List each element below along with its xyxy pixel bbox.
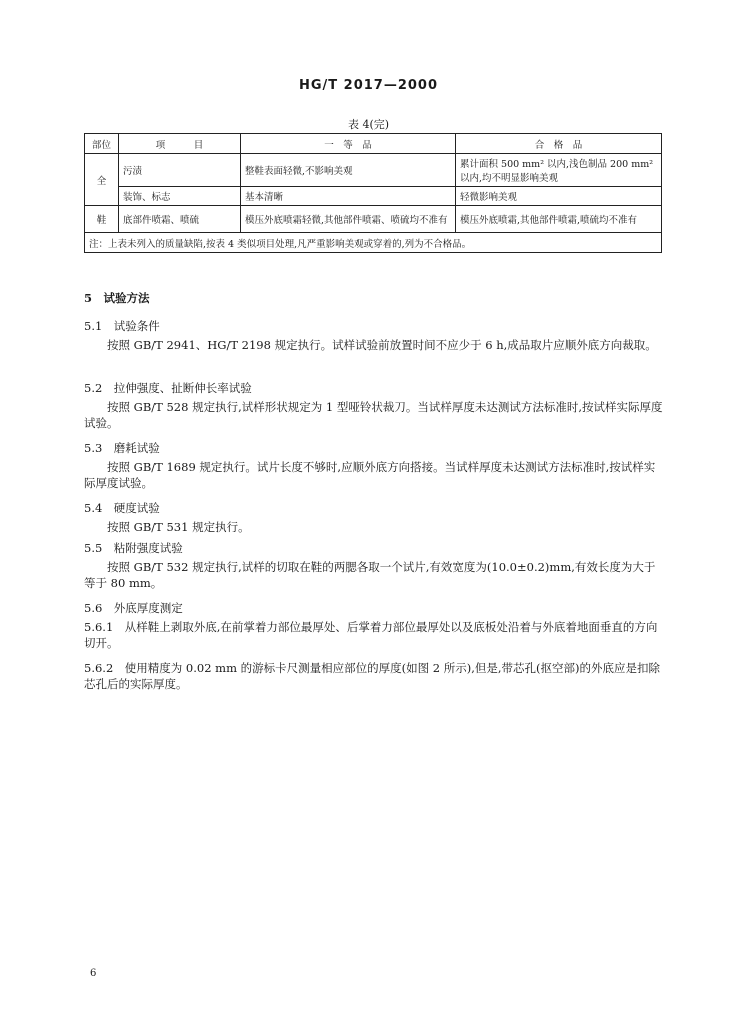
- page-number: 6: [90, 968, 97, 979]
- paragraph: 5.6.2 使用精度为 0.02 mm 的游标卡尺测量相应部位的厚度(如图 2 所示),但是,带芯孔(抠空部)的外底应是扣除芯孔后的实际厚度。: [84, 661, 661, 691]
- first-grade-cell: 整鞋表面轻微,不影响美观: [241, 154, 456, 187]
- paragraph: 5.6.1 从样鞋上剥取外底,在前掌着力部位最厚处、后掌着力部位最厚处以及底板处沿着与外底着地面垂直的方向切开。: [84, 620, 658, 650]
- table-note: 注：上表未列入的质量缺陷,按表 4 类似项目处理,凡严重影响美观或穿着的,列为不合格品。: [85, 233, 662, 253]
- section-heading: 5 试验方法: [84, 291, 150, 305]
- qualified-cell: 模压外底喷霜,其他部件喷霜,喷硫均不准有: [456, 206, 662, 233]
- paragraph: 按照 GB/T 532 规定执行,试样的切取在鞋的两腮各取一个试片,有效宽度为(10.0±0.2)mm,有效长度为大于等于 80 mm。: [84, 560, 656, 590]
- col-header-item: 项 目: [119, 134, 241, 154]
- col-header-qualified: 合 格 品: [456, 134, 662, 154]
- paragraph: 按照 GB/T 1689 规定执行。试片长度不够时,应顺外底方向搭接。当试样厚度未达测试方法标准时,按试样实际厚度试验。: [84, 460, 656, 490]
- table-row: [85, 187, 662, 206]
- table-caption: 表 4(完): [347, 118, 390, 131]
- col-header-part: 部位: [85, 134, 119, 154]
- paragraph: 按照 GB/T 2941、HG/T 2198 规定执行。试样试验前放置时间不应少于 6 h,成品取片应顺外底方向裁取。: [107, 338, 657, 352]
- part-cell: 全: [85, 154, 119, 206]
- qualified-cell: 累计面积 500 mm² 以内,浅色制品 200 mm² 以内,均不明显影响美观: [456, 154, 662, 187]
- item-cell: 污渍: [119, 154, 241, 187]
- table-row: [85, 206, 662, 233]
- subsection-heading: 5.4 硬度试验: [84, 501, 160, 515]
- table-note-row: [85, 233, 662, 253]
- quality-table: [84, 133, 662, 253]
- subsection-heading: 5.6 外底厚度测定: [84, 601, 183, 615]
- table-row: [85, 154, 662, 187]
- col-header-first-grade: 一 等 品: [241, 134, 456, 154]
- qualified-cell: 轻微影响美观: [456, 187, 662, 206]
- part-cell: 鞋: [85, 206, 119, 233]
- subsection-heading: 5.2 拉伸强度、扯断伸长率试验: [84, 381, 252, 395]
- first-grade-cell: 基本清晰: [241, 187, 456, 206]
- standard-header: HG/T 2017—2000: [298, 78, 439, 93]
- subsection-heading: 5.1 试验条件: [84, 319, 160, 333]
- paragraph: 按照 GB/T 531 规定执行。: [107, 520, 250, 534]
- item-cell: 装饰、标志: [119, 187, 241, 206]
- table-header-row: [85, 134, 662, 154]
- subsection-heading: 5.3 磨耗试验: [84, 441, 160, 455]
- paragraph: 按照 GB/T 528 规定执行,试样形状规定为 1 型哑铃状裁刀。当试样厚度未达测试方法标准时,按试样实际厚度试验。: [84, 400, 663, 430]
- first-grade-cell: 模压外底喷霜轻微,其他部件喷霜、喷硫均不准有: [241, 206, 456, 233]
- subsection-heading: 5.5 粘附强度试验: [84, 541, 183, 555]
- item-cell: 底部件喷霜、喷硫: [119, 206, 241, 233]
